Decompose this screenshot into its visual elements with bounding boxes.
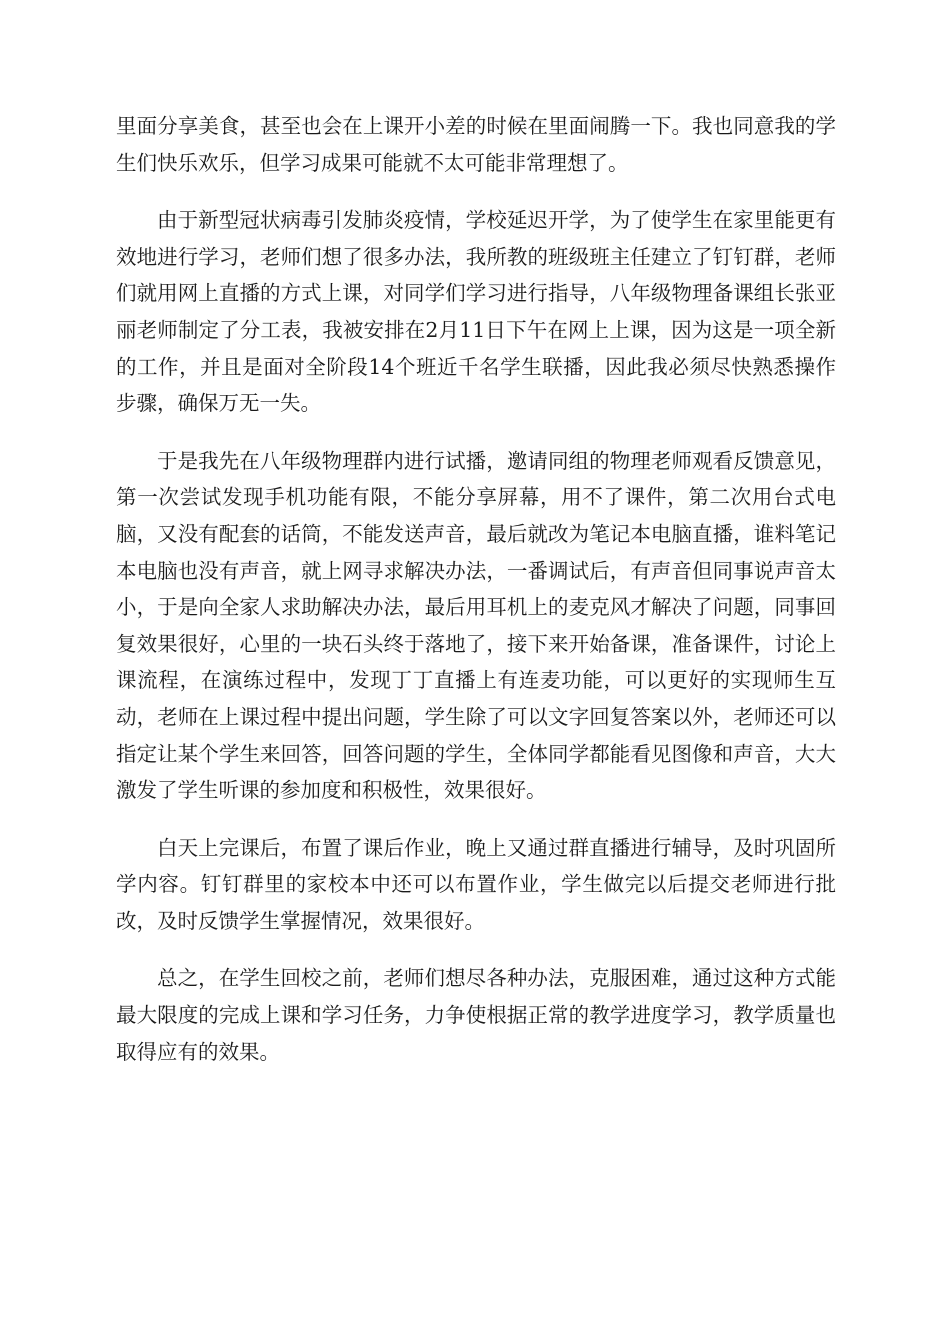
paragraph-epidemic-online-teaching: 由于新型冠状病毒引发肺炎疫情，学校延迟开学，为了使学生在家里能更有效地进行学习，老师们想了很多办法，我所教的班级班主任建立了钉钉群，老师们就用网上直播的方式上课，对同学们学习进行指导，八年级物理备课组长张亚丽老师制定了分工表，我被安排在2月11日下午在网上上课，因为这是一项全新的工作，并且是面对全阶段14个班近千名学生联播，因此我必须尽快熟悉操作步骤，确保万无一失。 <box>116 208 836 416</box>
document-body <box>116 108 836 1091</box>
paragraph-continuation: 里面分享美食，甚至也会在上课开小差的时候在里面闹腾一下。我也同意我的学生们快乐欢乐，但学习成果可能就不太可能非常理想了。 <box>116 114 836 175</box>
paragraph-homework-tutoring: 白天上完课后，布置了课后作业，晚上又通过群直播进行辅导，及时巩固所学内容。钉钉群里的家校本中还可以布置作业，学生做完以后提交老师进行批改，及时反馈学生掌握情况，效果很好。 <box>116 835 836 933</box>
paragraph-trial-broadcast: 于是我先在八年级物理群内进行试播，邀请同组的物理老师观看反馈意见，第一次尝试发现手机功能有限，不能分享屏幕，用不了课件，第二次用台式电脑，又没有配套的话筒，不能发送声音，最后就改为笔记本电脑直播，谁料笔记本电脑也没有声音，就上网寻求解决办法，一番调试后，有声音但同事说声音太小，于是向全家人求助解决办法，最后用耳机上的麦克风才解决了问题，同事回复效果很好，心里的一块石头终于落地了，接下来开始备课，准备课件，讨论上课流程，在演练过程中，发现丁丁直播上有连麦功能，可以更好的实现师生互动，老师在上课过程中提出问题，学生除了可以文字回复答案以外，老师还可以指定让某个学生来回答，回答问题的学生，全体同学都能看见图像和声音，大大激发了学生听课的参加度和积极性，效果很好。 <box>116 448 836 803</box>
paragraph-conclusion: 总之，在学生回校之前，老师们想尽各种办法，克服困难，通过这种方式能最大限度的完成上课和学习任务，力争使根据正常的教学进度学习，教学质量也取得应有的效果。 <box>116 966 836 1064</box>
